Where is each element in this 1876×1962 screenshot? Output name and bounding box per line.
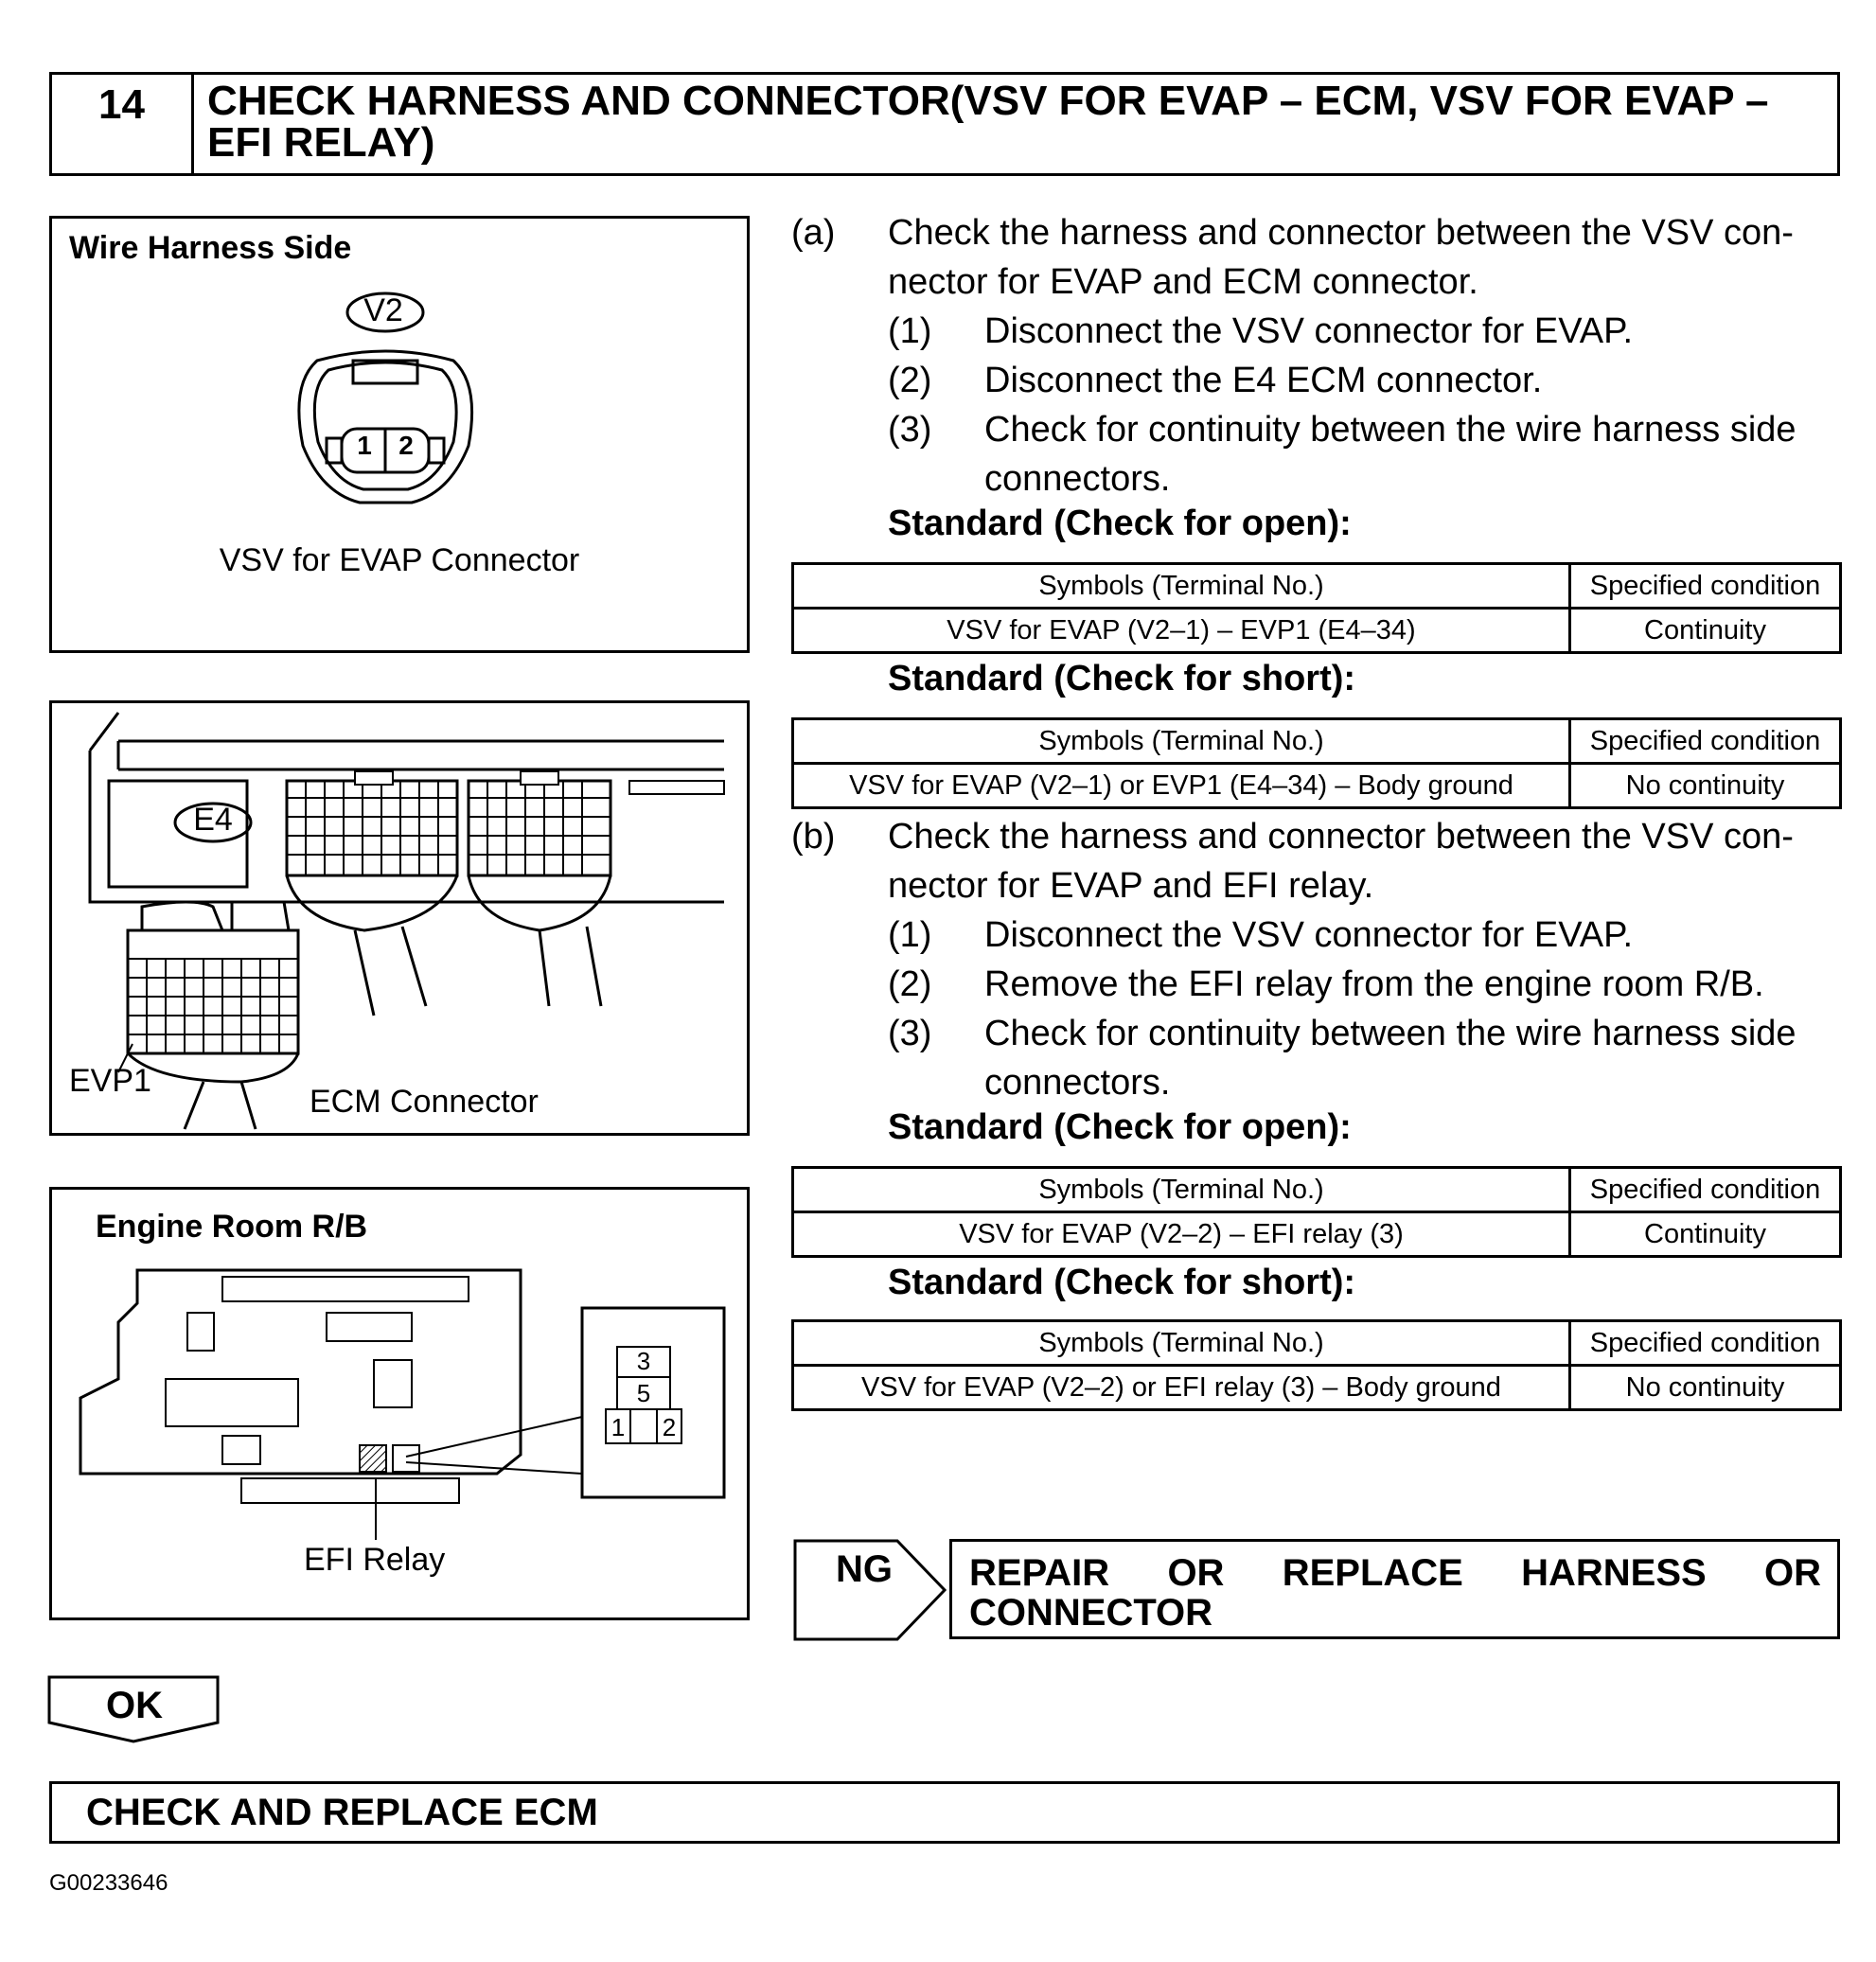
table-cell-condition: No continuity: [1570, 1366, 1841, 1410]
e4-code: E4: [193, 802, 233, 838]
table-cell-symbols: VSV for EVAP (V2–1) – EVP1 (E4–34): [793, 609, 1570, 653]
ng-action-text: REPAIR OR REPLACE HARNESS OR CONNECTOR: [969, 1552, 1821, 1634]
step-a-sub1-text: Disconnect the VSV connector for EVAP.: [984, 311, 1634, 351]
table-header-condition: Specified condition: [1570, 1168, 1841, 1212]
step-b-short-table: [791, 1319, 1842, 1411]
step-b-open-table: [791, 1166, 1842, 1258]
step-b-short-heading: Standard (Check for short):: [888, 1263, 1356, 1302]
ng-label: NG: [836, 1548, 893, 1590]
ok-label: OK: [106, 1685, 163, 1726]
step-b-sub3-text-2: connectors.: [984, 1063, 1171, 1103]
table-header-symbols: Symbols (Terminal No.): [793, 719, 1570, 764]
table-header-symbols: Symbols (Terminal No.): [793, 564, 1570, 609]
relay-terminal-3: 3: [636, 1347, 651, 1375]
relay-terminal-5: 5: [636, 1379, 651, 1407]
step-a-sub1-marker: (1): [888, 311, 932, 351]
table-header-condition: Specified condition: [1570, 564, 1841, 609]
pin-1-label: 1: [357, 431, 372, 460]
table-header-row: [793, 564, 1841, 609]
step-a-sub3-text-2: connectors.: [984, 459, 1171, 499]
step-a-marker: (a): [791, 213, 836, 253]
efi-relay-caption: EFI Relay: [304, 1542, 446, 1578]
step-a-short-heading: Standard (Check for short):: [888, 659, 1356, 698]
table-row: [793, 1212, 1841, 1257]
v2-code: V2: [363, 292, 403, 328]
evp1-label: EVP1: [69, 1063, 151, 1099]
step-title: CHECK HARNESS AND CONNECTOR(VSV FOR EVAP – ECM, VSV FOR EVAP – EFI RELAY): [207, 78, 1769, 166]
relay-terminal-2: 2: [662, 1413, 677, 1441]
table-row: [793, 764, 1841, 808]
table-header-row: [793, 1168, 1841, 1212]
table-header-condition: Specified condition: [1570, 1321, 1841, 1366]
table-header-row: [793, 1321, 1841, 1366]
relay-terminal-1: 1: [611, 1413, 626, 1441]
final-action-box: [49, 1781, 1840, 1844]
figure-code: G00233646: [49, 1870, 168, 1896]
step-b-sub1-text: Disconnect the VSV connector for EVAP.: [984, 915, 1634, 955]
step-b-open-heading: Standard (Check for open):: [888, 1107, 1352, 1147]
wire-harness-figure: [49, 216, 750, 653]
table-cell-condition: Continuity: [1570, 609, 1841, 653]
step-a-open-table: [791, 562, 1842, 654]
step-a-text-1: Check the harness and connector between the VSV con-: [888, 213, 1794, 253]
step-number: 14: [52, 75, 194, 173]
step-a-text-2: nector for EVAP and ECM connector.: [888, 262, 1478, 302]
step-b-text-1: Check the harness and connector between the VSV con-: [888, 817, 1794, 857]
step-b-sub2-text: Remove the EFI relay from the engine room R/B.: [984, 964, 1764, 1004]
pin-2-label: 2: [398, 431, 414, 460]
step-header: [49, 72, 1840, 176]
step-a-short-table: [791, 717, 1842, 809]
ng-action-box: [949, 1539, 1840, 1639]
table-header-symbols: Symbols (Terminal No.): [793, 1321, 1570, 1366]
step-b-sub1-marker: (1): [888, 915, 932, 955]
ecm-connector-caption: ECM Connector: [310, 1084, 539, 1120]
step-b-sub3-text: Check for continuity between the wire harness side: [984, 1014, 1796, 1053]
step-b-marker: (b): [791, 817, 836, 857]
table-row: [793, 1366, 1841, 1410]
step-a-sub3-text: Check for continuity between the wire harness side: [984, 410, 1796, 450]
step-a-open-heading: Standard (Check for open):: [888, 504, 1352, 543]
step-a-sub2-marker: (2): [888, 361, 932, 400]
step-a-sub2-text: Disconnect the E4 ECM connector.: [984, 361, 1543, 400]
table-cell-symbols: VSV for EVAP (V2–2) or EFI relay (3) – Body ground: [793, 1366, 1570, 1410]
ecm-figure: [49, 700, 750, 1136]
table-cell-condition: No continuity: [1570, 764, 1841, 808]
table-cell-condition: Continuity: [1570, 1212, 1841, 1257]
step-b-text-2: nector for EVAP and EFI relay.: [888, 866, 1374, 906]
step-b-sub3-marker: (3): [888, 1014, 932, 1053]
table-header-row: [793, 719, 1841, 764]
step-a-sub3-marker: (3): [888, 410, 932, 450]
table-header-condition: Specified condition: [1570, 719, 1841, 764]
table-row: [793, 609, 1841, 653]
relay-block-figure: [49, 1187, 750, 1620]
final-action-text: CHECK AND REPLACE ECM: [86, 1792, 598, 1833]
table-header-symbols: Symbols (Terminal No.): [793, 1168, 1570, 1212]
ecm-connector-drawing: [52, 703, 747, 1133]
relay-block-heading: Engine Room R/B: [96, 1209, 368, 1245]
vsv-connector-caption: VSV for EVAP Connector: [219, 542, 580, 578]
step-b-sub2-marker: (2): [888, 964, 932, 1004]
wire-harness-heading: Wire Harness Side: [69, 230, 352, 266]
table-cell-symbols: VSV for EVAP (V2–1) or EVP1 (E4–34) – Body ground: [793, 764, 1570, 808]
table-cell-symbols: VSV for EVAP (V2–2) – EFI relay (3): [793, 1212, 1570, 1257]
